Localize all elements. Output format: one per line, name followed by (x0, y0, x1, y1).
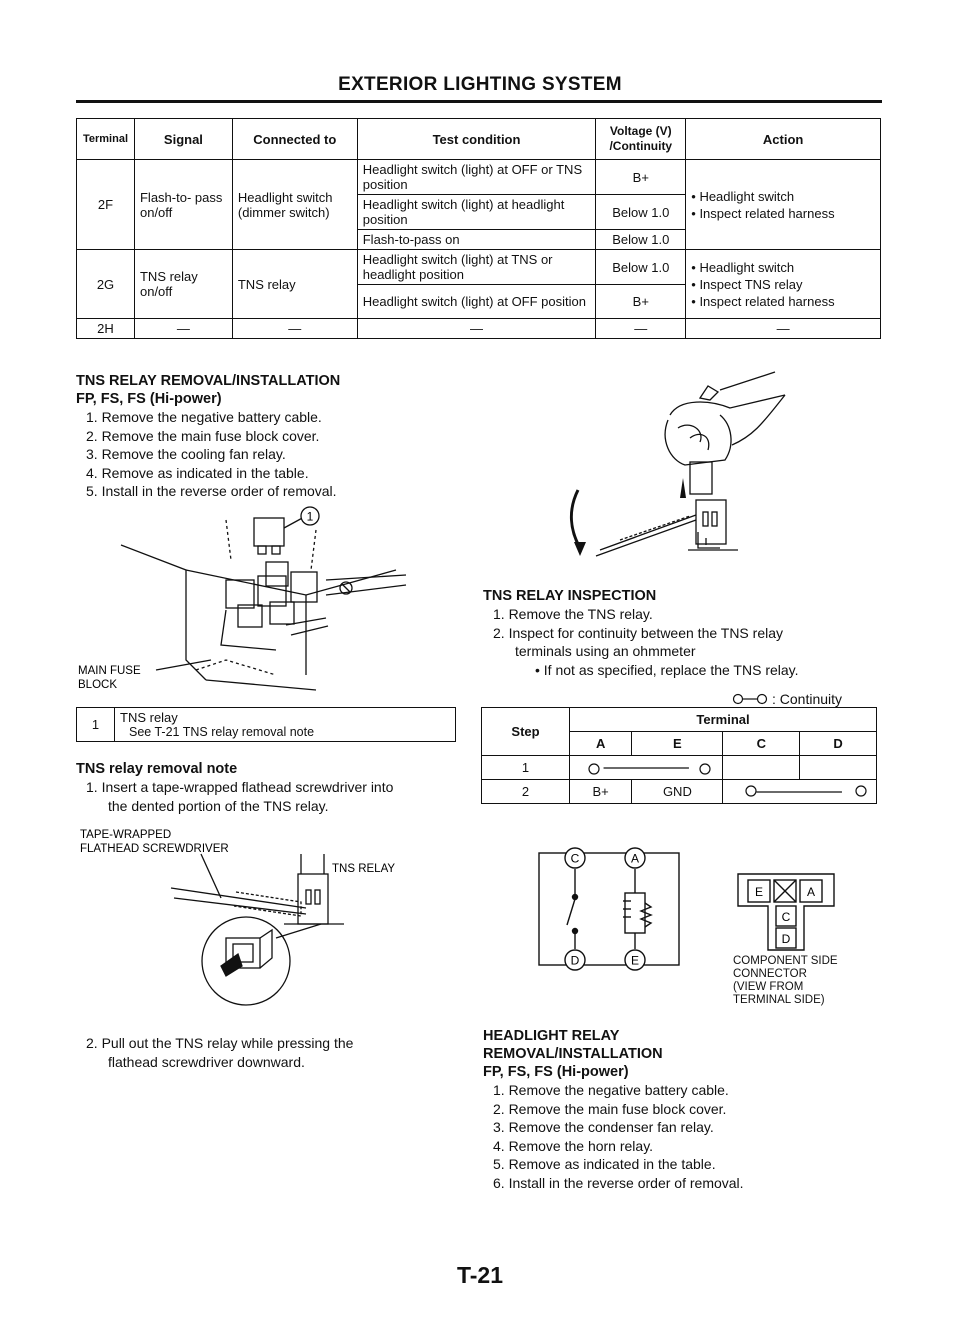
terminal-c-label: C (570, 851, 580, 866)
table-row (77, 708, 456, 726)
headlight-subheading: FP, FS, FS (Hi-power) (483, 1064, 629, 1080)
header-condition: Test condition (357, 119, 596, 160)
cell-condition: Headlight switch (light) at headlight position (357, 195, 596, 230)
figure-label: TNS RELAY (332, 863, 396, 875)
inspection-step: terminals using an ohmmeter (515, 643, 696, 659)
table-row (77, 725, 456, 742)
header-col-d: D (800, 732, 877, 756)
headlight-heading: REMOVAL/INSTALLATION (483, 1046, 663, 1062)
callout-number: 1 (306, 509, 314, 524)
headlight-step: 4. Remove the horn relay. (493, 1137, 654, 1154)
header-terminal: Terminal (77, 119, 135, 160)
headlight-step: 2. Remove the main fuse block cover. (493, 1100, 727, 1117)
cell-dash: — (596, 319, 686, 339)
removal-note-step2 (76, 1034, 476, 1071)
page-number: T-21 (456, 1262, 504, 1288)
caption-line: COMPONENT SIDE (733, 955, 838, 967)
cell-gnd: GND (632, 780, 723, 804)
pin-e-label: E (754, 885, 764, 899)
table-header-row (77, 119, 881, 160)
cell-value: B+ (596, 160, 686, 195)
removal-heading: TNS RELAY REMOVAL/INSTALLATION (76, 373, 341, 389)
action-item: • Headlight switch (691, 188, 875, 205)
figure-label: FLATHEAD SCREWDRIVER (80, 843, 229, 855)
cell-condition: Headlight switch (light) at OFF or TNS position (357, 160, 596, 195)
relay-pull-illustration (560, 370, 820, 575)
removal-subheading: FP, FS, FS (Hi-power) (76, 391, 222, 407)
cell-value: B+ (596, 285, 686, 319)
pin-c-label: C (781, 910, 791, 924)
inspection-section (483, 587, 883, 679)
caption-line: TERMINAL SIDE) (733, 994, 825, 1006)
inspection-step: 1. Remove the TNS relay. (493, 606, 653, 622)
terminal-d-label: D (570, 953, 580, 968)
action-item: • Headlight switch (691, 259, 875, 276)
cell-terminal: 2H (77, 319, 135, 339)
cell-dash: — (134, 319, 232, 339)
removal-note-step: the dented portion of the TNS relay. (108, 797, 329, 814)
figure-label: TAPE-WRAPPED (80, 829, 172, 841)
header-terminal: Terminal (570, 708, 877, 732)
terminal-e-label: E (630, 953, 640, 968)
pin-d-label: D (781, 932, 791, 946)
table-header-row (482, 708, 877, 732)
continuity-circles (481, 758, 877, 802)
inspection-heading: TNS RELAY INSPECTION (483, 588, 657, 604)
header-action: Action (686, 119, 881, 160)
note-part: TNS relay (115, 708, 456, 726)
connector-diagram (736, 872, 836, 952)
figure-label: MAIN FUSE (78, 665, 141, 677)
cell-value: Below 1.0 (596, 250, 686, 285)
headlight-step: 3. Remove the condenser fan relay. (493, 1119, 714, 1135)
cell-connected: Headlight switch (dimmer switch) (232, 160, 357, 250)
removal-step: 4. Remove as indicated in the table. (86, 464, 309, 481)
terminal-table (76, 118, 881, 339)
header-rule (76, 100, 882, 103)
note-see-reference: See T-21 TNS relay removal note (115, 725, 456, 742)
caption-line: CONNECTOR (733, 968, 807, 980)
headlight-step: 6. Install in the reverse order of removal. (493, 1174, 744, 1191)
action-item: • Inspect related harness (691, 205, 875, 222)
cell-value: Below 1.0 (596, 195, 686, 230)
headlight-heading: HEADLIGHT RELAY (483, 1028, 620, 1044)
cell-connected: TNS relay (232, 250, 357, 319)
cell-b-plus: B+ (570, 780, 632, 804)
connector-caption (733, 955, 883, 1007)
table-row (77, 160, 881, 195)
removal-step: 5. Install in the reverse order of removal. (86, 483, 337, 499)
note-number: 1 (77, 708, 115, 742)
screwdriver-illustration (76, 826, 456, 1006)
cell-terminal: 2F (77, 160, 135, 250)
cell-action (686, 160, 881, 250)
header-col-c: C (723, 732, 800, 756)
caption-line: (VIEW FROM (733, 981, 804, 993)
cell-dash: — (357, 319, 596, 339)
action-item: • Inspect TNS relay (691, 276, 875, 293)
removal-note-section (76, 760, 476, 815)
removal-step: 3. Remove the cooling fan relay. (86, 446, 286, 462)
continuity-legend-text: : Continuity (772, 691, 843, 707)
cell-terminal: 2G (77, 250, 135, 319)
figure-label: BLOCK (78, 679, 117, 691)
removal-step: 2. Remove the main fuse block cover. (86, 427, 320, 444)
headlight-step: 5. Remove as indicated in the table. (493, 1156, 716, 1172)
bullet-text: • If not as specified, replace the TNS relay. (535, 662, 799, 678)
pin-a-label: A (806, 885, 816, 899)
page-title: EXTERIOR LIGHTING SYSTEM (338, 74, 622, 95)
removal-note-table (76, 707, 456, 742)
header-voltage: Voltage (V) /Continuity (596, 119, 686, 160)
header-connected: Connected to (232, 119, 357, 160)
header-col-e: E (632, 732, 723, 756)
inspection-bullet (483, 661, 883, 680)
cell-dash: — (686, 319, 881, 339)
cell-condition: Headlight switch (light) at OFF position (357, 285, 596, 319)
table-row (77, 319, 881, 339)
header-col-a: A (570, 732, 632, 756)
headlight-section (483, 1027, 883, 1192)
cell-action (686, 250, 881, 319)
terminal-a-label: A (630, 851, 640, 866)
inspection-step: 2. Inspect for continuity between the TNS relay (493, 624, 784, 641)
cell-dash: — (232, 319, 357, 339)
removal-step: 1. Remove the negative battery cable. (86, 409, 322, 425)
header-signal: Signal (134, 119, 232, 160)
relay-circuit-diagram (535, 845, 685, 975)
removal-note-step: 2. Pull out the TNS relay while pressing the (86, 1035, 354, 1051)
removal-section (76, 372, 476, 501)
removal-note-heading: TNS relay removal note (76, 761, 238, 777)
cell-value: Below 1.0 (596, 230, 686, 250)
table-row (77, 250, 881, 285)
cell-condition: Flash-to-pass on (357, 230, 596, 250)
action-item: • Inspect related harness (691, 293, 875, 310)
cell-signal: Flash-to- pass on/off (134, 160, 232, 250)
headlight-step: 1. Remove the negative battery cable. (493, 1082, 729, 1098)
removal-note-step: flathead screwdriver downward. (108, 1053, 305, 1070)
cell-step: 1 (482, 756, 570, 780)
header-step: Step (482, 708, 570, 756)
cell-signal: TNS relay on/off (134, 250, 232, 319)
cell-condition: Headlight switch (light) at TNS or headlight position (357, 250, 596, 285)
removal-note-step: 1. Insert a tape-wrapped flathead screwdriver into (86, 779, 394, 795)
cell-step: 2 (482, 780, 570, 804)
fuse-block-illustration (76, 500, 456, 695)
